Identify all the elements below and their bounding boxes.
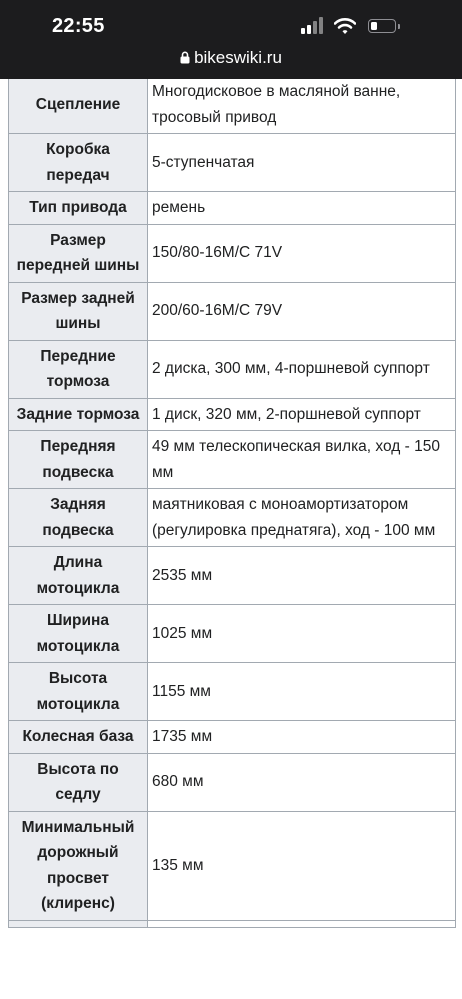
spec-label: Колесная база xyxy=(9,721,148,754)
spec-label: Размер задней шины xyxy=(9,282,148,340)
spec-label xyxy=(9,920,148,927)
spec-label: Тип привода xyxy=(9,192,148,225)
table-row xyxy=(9,663,456,721)
table-row xyxy=(9,79,456,134)
browser-top-bar xyxy=(0,0,462,79)
table-row xyxy=(9,920,456,927)
spec-label: Минимальный дорожный просвет (клиренс) xyxy=(9,811,148,920)
lock-icon xyxy=(180,51,190,64)
spec-value xyxy=(148,920,456,927)
url-text: bikeswiki.ru xyxy=(194,48,282,67)
address-bar[interactable] xyxy=(0,48,462,68)
spec-label: Передняя подвеска xyxy=(9,431,148,489)
spec-label: Сцепление xyxy=(9,79,148,134)
table-row xyxy=(9,811,456,920)
spec-label: Задняя подвеска xyxy=(9,489,148,547)
wifi-icon xyxy=(334,17,356,35)
spec-value: 680 мм xyxy=(148,753,456,811)
spec-label: Размер передней шины xyxy=(9,224,148,282)
spec-label: Коробка передач xyxy=(9,134,148,192)
table-row xyxy=(9,282,456,340)
spec-value: 5-ступенчатая xyxy=(148,134,456,192)
spec-value: 49 мм телескопическая вилка, ход - 150 мм xyxy=(148,431,456,489)
spec-value: 1155 мм xyxy=(148,663,456,721)
table-row xyxy=(9,134,456,192)
table-row xyxy=(9,605,456,663)
spec-value: 150/80-16M/C 71V xyxy=(148,224,456,282)
spec-value: 2535 мм xyxy=(148,547,456,605)
table-row xyxy=(9,398,456,431)
cellular-signal-icon xyxy=(301,17,327,35)
status-time: 22:55 xyxy=(52,15,105,37)
table-row xyxy=(9,721,456,754)
table-row xyxy=(9,753,456,811)
spec-value: ремень xyxy=(148,192,456,225)
spec-value: 1025 мм xyxy=(148,605,456,663)
spec-value: Многодисковое в масляной ванне, тросовый привод xyxy=(148,79,456,134)
spec-label: Ширина мотоцикла xyxy=(9,605,148,663)
spec-label: Длина мотоцикла xyxy=(9,547,148,605)
spec-table-container xyxy=(8,79,462,999)
table-row xyxy=(9,192,456,225)
spec-value: 200/60-16M/C 79V xyxy=(148,282,456,340)
spec-label: Задние тормоза xyxy=(9,398,148,431)
spec-table xyxy=(8,79,456,928)
table-row xyxy=(9,224,456,282)
battery-icon xyxy=(368,19,396,33)
spec-label: Передние тормоза xyxy=(9,340,148,398)
spec-value: 135 мм xyxy=(148,811,456,920)
spec-value: 1 диск, 320 мм, 2-поршневой суппорт xyxy=(148,398,456,431)
table-row xyxy=(9,340,456,398)
table-row xyxy=(9,547,456,605)
spec-value: маятниковая с моноамортизатором (регулировка преднатяга), ход - 100 мм xyxy=(148,489,456,547)
spec-table-body xyxy=(9,79,456,927)
table-row xyxy=(9,431,456,489)
spec-label: Высота по седлу xyxy=(9,753,148,811)
table-row xyxy=(9,489,456,547)
spec-value: 2 диска, 300 мм, 4-поршневой суппорт xyxy=(148,340,456,398)
spec-label: Высота мотоцикла xyxy=(9,663,148,721)
spec-value: 1735 мм xyxy=(148,721,456,754)
